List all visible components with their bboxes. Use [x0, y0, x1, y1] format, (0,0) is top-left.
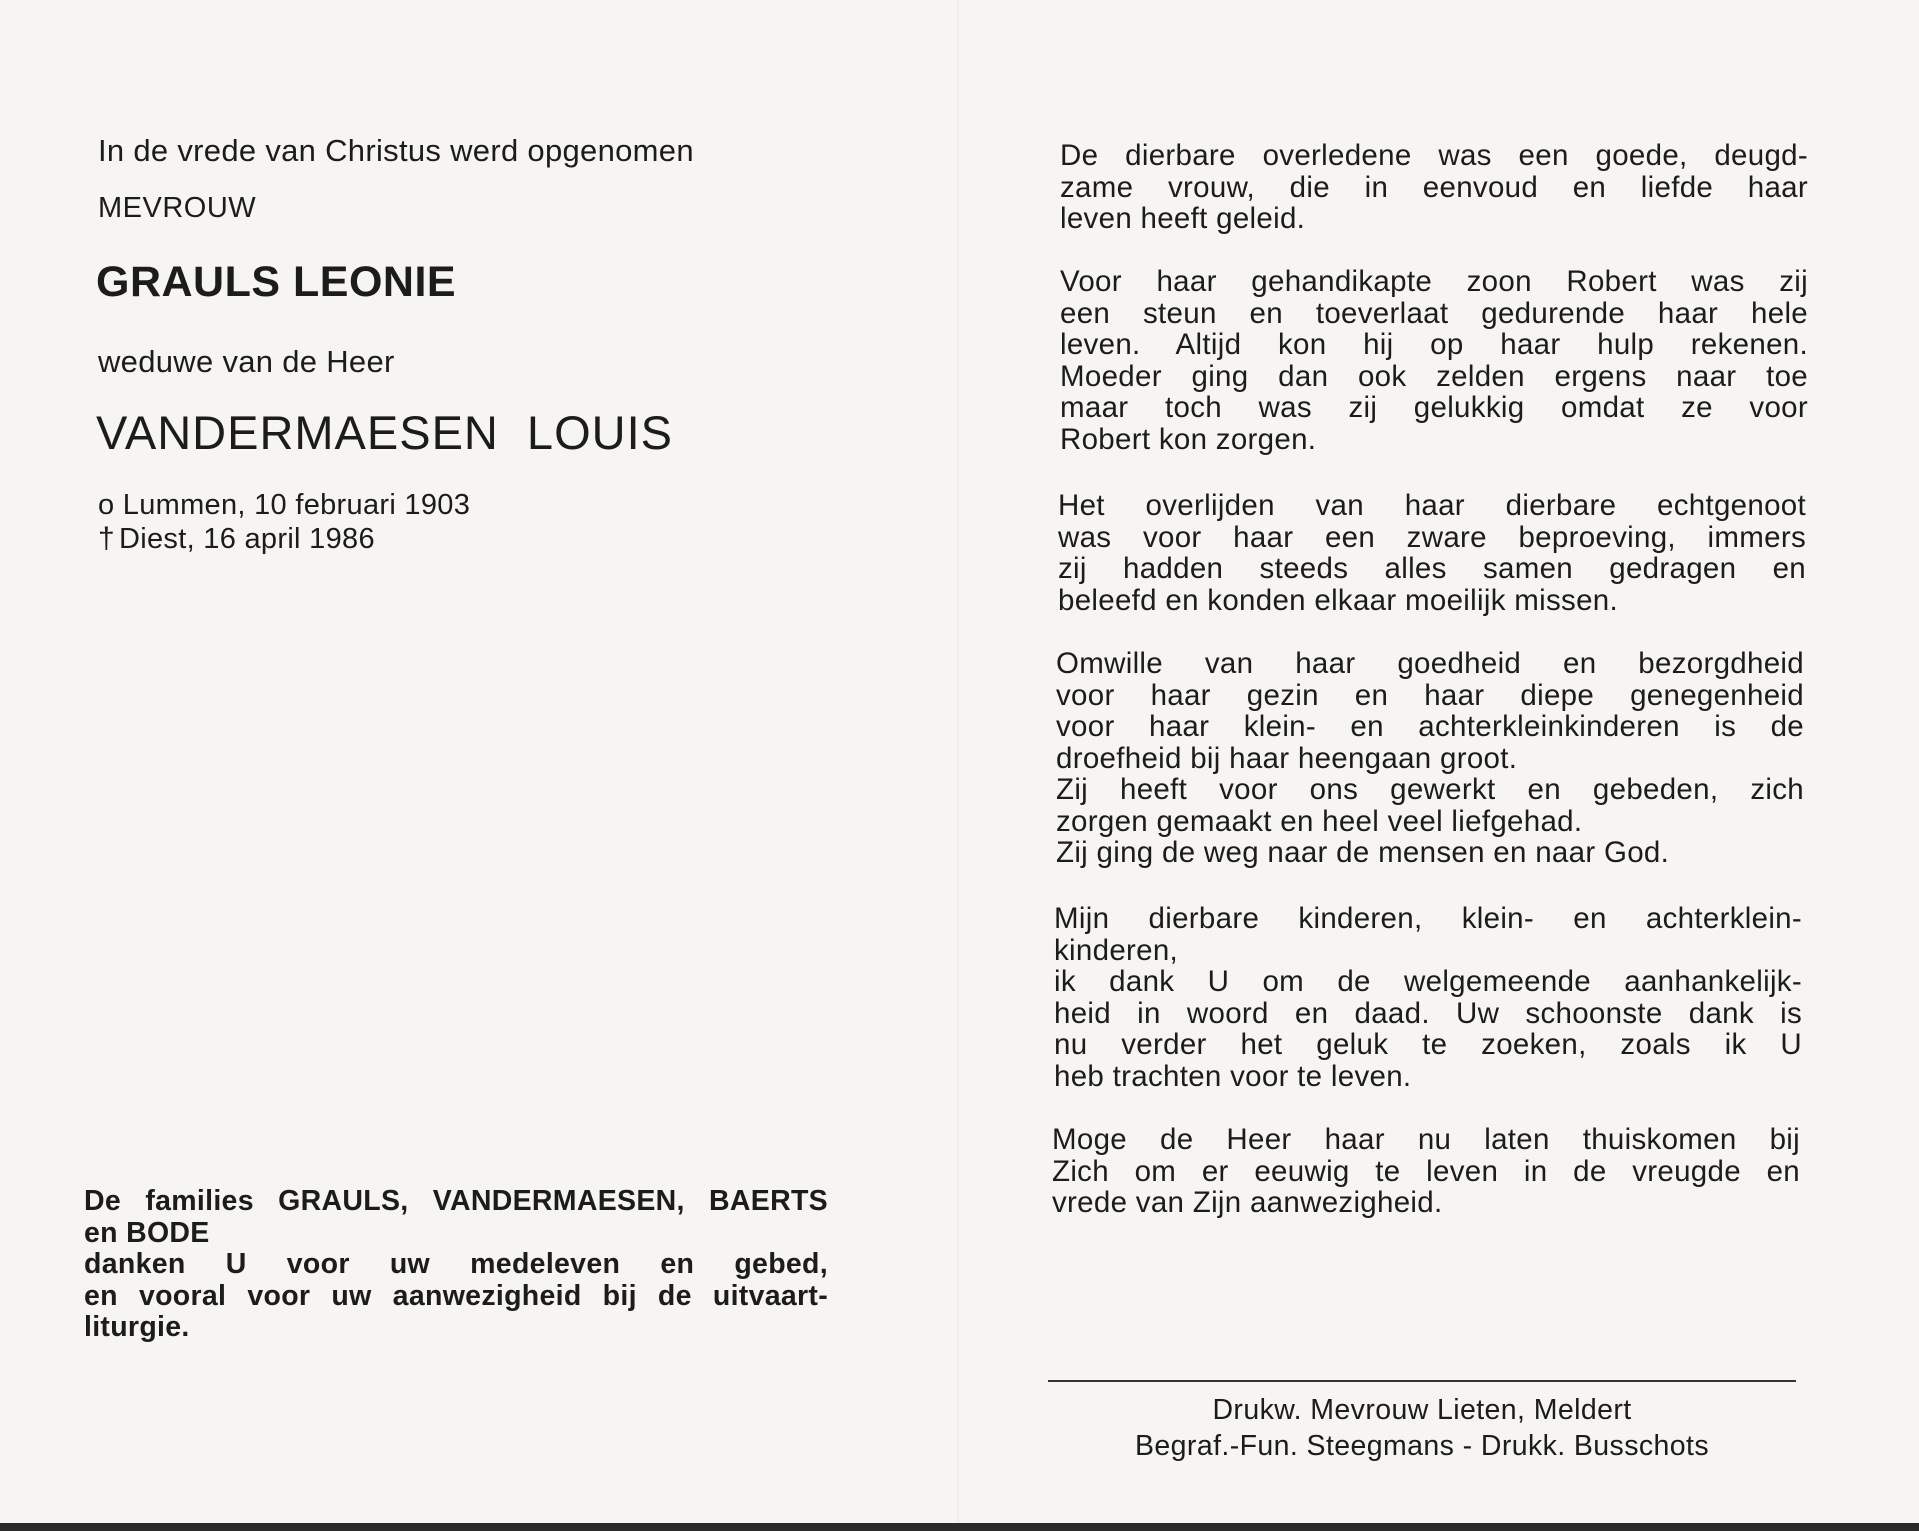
birth-line: o Lummen, 10 februari 1903: [98, 489, 471, 521]
text-line: ik dank U om de welgemeende aanhankelijk-: [1054, 965, 1802, 998]
paragraph-5: [1054, 903, 1802, 1092]
text-line: kinderen,: [1054, 933, 1179, 967]
cross-icon: †: [98, 522, 115, 555]
family-thanks: [84, 1186, 828, 1344]
printer-line-1: Drukw. Mevrouw Lieten, Meldert: [1212, 1394, 1632, 1426]
divider-rule: [1048, 1380, 1796, 1382]
text-line: Zij ging de weg naar de mensen en naar God.: [1056, 836, 1670, 869]
paragraph-3: [1058, 490, 1806, 616]
deceased-name: GRAULS LEONIE: [96, 258, 457, 306]
thanks-line: De families GRAULS, VANDERMAESEN, BAERTS: [84, 1185, 828, 1217]
death-text: Diest, 16 april 1986: [119, 523, 375, 555]
printer-line-2: Begraf.-Fun. Steegmans - Drukk. Busschots: [1135, 1430, 1709, 1462]
bottom-edge: [0, 1523, 1919, 1531]
text-line: leven heeft geleid.: [1060, 202, 1306, 235]
text-line: Omwille van haar goedheid en bezorgdheid: [1056, 647, 1804, 680]
thanks-line: danken U voor uw medeleven en gebed,: [84, 1248, 828, 1280]
thanks-line: liturgie.: [84, 1311, 190, 1343]
honorific: MEVROUW: [98, 192, 257, 224]
text-line: Zij heeft voor ons gewerkt en gebeden, zich: [1056, 773, 1804, 806]
intro-line: In de vrede van Christus werd opgenomen: [98, 133, 694, 168]
text-line: beleefd en konden elkaar moeilijk missen.: [1058, 583, 1618, 617]
text-line: Mijn dierbare kinderen, klein- en achterklein-: [1054, 902, 1802, 935]
text-line: heb trachten voor te leven.: [1054, 1059, 1412, 1093]
text-line: Moeder ging dan ook zelden ergens naar toe: [1060, 359, 1808, 393]
card-fold: [957, 0, 959, 1523]
text-line: Moge de Heer haar nu laten thuiskomen bij: [1052, 1123, 1800, 1156]
text-line: heid in woord en daad. Uw schoonste dank is: [1054, 996, 1802, 1030]
text-line: Zich om er eeuwig te leven in de vreugde en: [1052, 1154, 1800, 1188]
text-line: voor haar klein- en achterkleinkinderen is de: [1056, 710, 1804, 743]
text-line: was voor haar een zware beproeving, immers: [1058, 520, 1806, 554]
life-dates: [98, 488, 470, 556]
widow-label: weduwe van de Heer: [98, 344, 395, 379]
thanks-line: en vooral voor uw aanwezigheid bij de uitvaart-: [84, 1279, 828, 1312]
paragraph-2: [1060, 266, 1808, 455]
text-line: zorgen gemaakt en heel veel liefgehad.: [1056, 804, 1583, 838]
paragraph-6: [1052, 1124, 1800, 1219]
text-line: De dierbare overledene was een goede, deugd-: [1060, 139, 1808, 172]
text-line: droefheid bij haar heengaan groot.: [1056, 741, 1518, 775]
husband-name: VANDERMAESEN LOUIS: [96, 406, 673, 459]
text-line: Voor haar gehandikapte zoon Robert was zij: [1060, 265, 1808, 298]
text-line: voor haar gezin en haar diepe genegenheid: [1056, 678, 1804, 712]
text-line: zij hadden steeds alles samen gedragen en: [1058, 552, 1806, 585]
paragraph-4: [1056, 648, 1804, 869]
text-line: Robert kon zorgen.: [1060, 422, 1317, 456]
death-line: [98, 522, 470, 556]
text-line: nu verder het geluk te zoeken, zoals ik U: [1054, 1028, 1802, 1061]
thanks-line: en BODE: [84, 1216, 210, 1249]
text-line: vrede van Zijn aanwezigheid.: [1052, 1186, 1443, 1219]
text-line: zame vrouw, die in eenvoud en liefde haar: [1060, 170, 1808, 204]
paragraph-1: [1060, 140, 1808, 235]
text-line: een steun en toeverlaat gedurende haar hele: [1060, 296, 1808, 330]
text-line: Het overlijden van haar dierbare echtgenoot: [1058, 489, 1806, 522]
text-line: maar toch was zij gelukkig omdat ze voor: [1060, 391, 1808, 424]
text-line: leven. Altijd kon hij op haar hulp rekenen.: [1060, 328, 1808, 361]
